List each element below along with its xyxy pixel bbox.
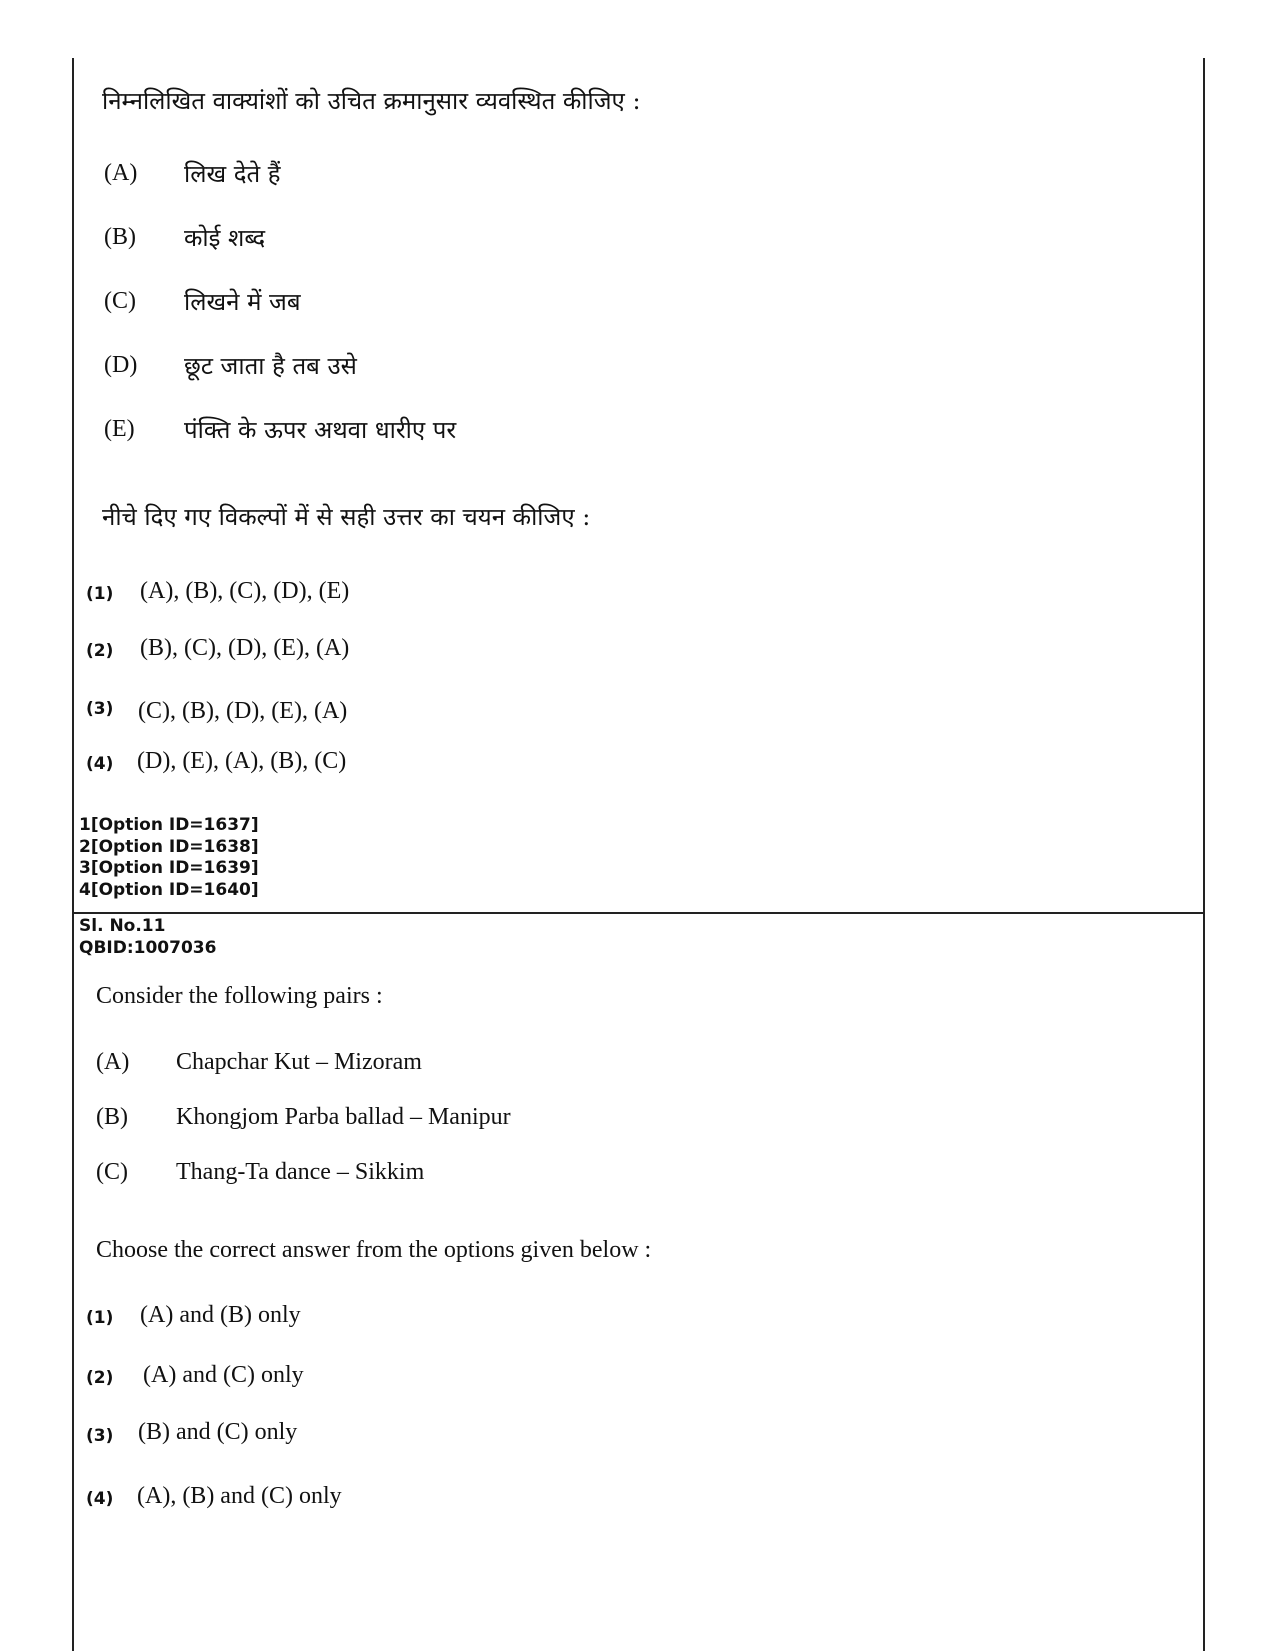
qbid: QBID:1007036 [79, 937, 217, 958]
q10-option-text[interactable]: (B), (C), (D), (E), (A) [140, 635, 350, 661]
q10-prompt: निम्नलिखित वाक्यांशों को उचित क्रमानुसार व्यवस्थित कीजिए : [102, 87, 641, 115]
option-id: 1[Option ID=1637] [79, 815, 259, 835]
serial-number: Sl. No.11 [79, 916, 166, 936]
question-divider [72, 912, 1205, 914]
q10-option-number: (1) [86, 584, 114, 604]
q11-item-text: Thang-Ta dance – Sikkim [176, 1159, 425, 1185]
q10-option-text[interactable]: (C), (B), (D), (E), (A) [138, 698, 348, 724]
q11-option-text[interactable]: (A) and (C) only [143, 1362, 304, 1388]
q10-item-label: (D) [104, 352, 138, 378]
q11-option-number: (1) [86, 1308, 114, 1328]
q10-option-number: (4) [86, 754, 114, 774]
question-header [79, 916, 216, 959]
q11-option-number: (2) [86, 1368, 114, 1388]
option-id: 3[Option ID=1639] [79, 858, 259, 878]
q11-option-text[interactable]: (B) and (C) only [138, 1419, 298, 1445]
q10-item-label: (B) [104, 224, 136, 250]
q11-item-text: Chapchar Kut – Mizoram [176, 1049, 422, 1075]
q10-item-text: लिख देते हैं [184, 160, 281, 188]
option-id: 4[Option ID=1640] [79, 879, 259, 900]
q11-item-label: (C) [96, 1159, 128, 1185]
right-border [1203, 58, 1205, 1651]
q10-option-number: (3) [86, 699, 114, 719]
option-id: 2[Option ID=1638] [79, 836, 259, 857]
q11-option-number: (4) [86, 1489, 114, 1509]
q10-option-text[interactable]: (D), (E), (A), (B), (C) [137, 748, 347, 774]
q11-option-number: (3) [86, 1426, 114, 1446]
q10-item-text: कोई शब्द [184, 224, 266, 252]
q11-item-label: (B) [96, 1104, 128, 1130]
q10-option-number: (2) [86, 641, 114, 661]
q10-item-text: लिखने में जब [184, 288, 301, 316]
q11-option-text[interactable]: (A), (B) and (C) only [137, 1483, 342, 1509]
q11-item-text: Khongjom Parba ballad – Manipur [176, 1104, 511, 1130]
q11-item-label: (A) [96, 1049, 130, 1075]
q11-option-text[interactable]: (A) and (B) only [140, 1302, 301, 1328]
q10-item-label: (A) [104, 160, 138, 186]
q10-item-label: (E) [104, 416, 135, 442]
q10-instruction: नीचे दिए गए विकल्पों में से सही उत्तर का चयन कीजिए : [102, 503, 591, 531]
option-id-list [79, 815, 259, 901]
q10-item-label: (C) [104, 288, 136, 314]
q10-item-text: छूट जाता है तब उसे [184, 352, 357, 380]
q10-item-text: पंक्ति के ऊपर अथवा धारीए पर [184, 416, 457, 444]
left-border [72, 58, 74, 1651]
q11-instruction: Choose the correct answer from the options given below : [96, 1237, 652, 1263]
q10-option-text[interactable]: (A), (B), (C), (D), (E) [140, 578, 350, 604]
q11-prompt: Consider the following pairs : [96, 983, 383, 1009]
